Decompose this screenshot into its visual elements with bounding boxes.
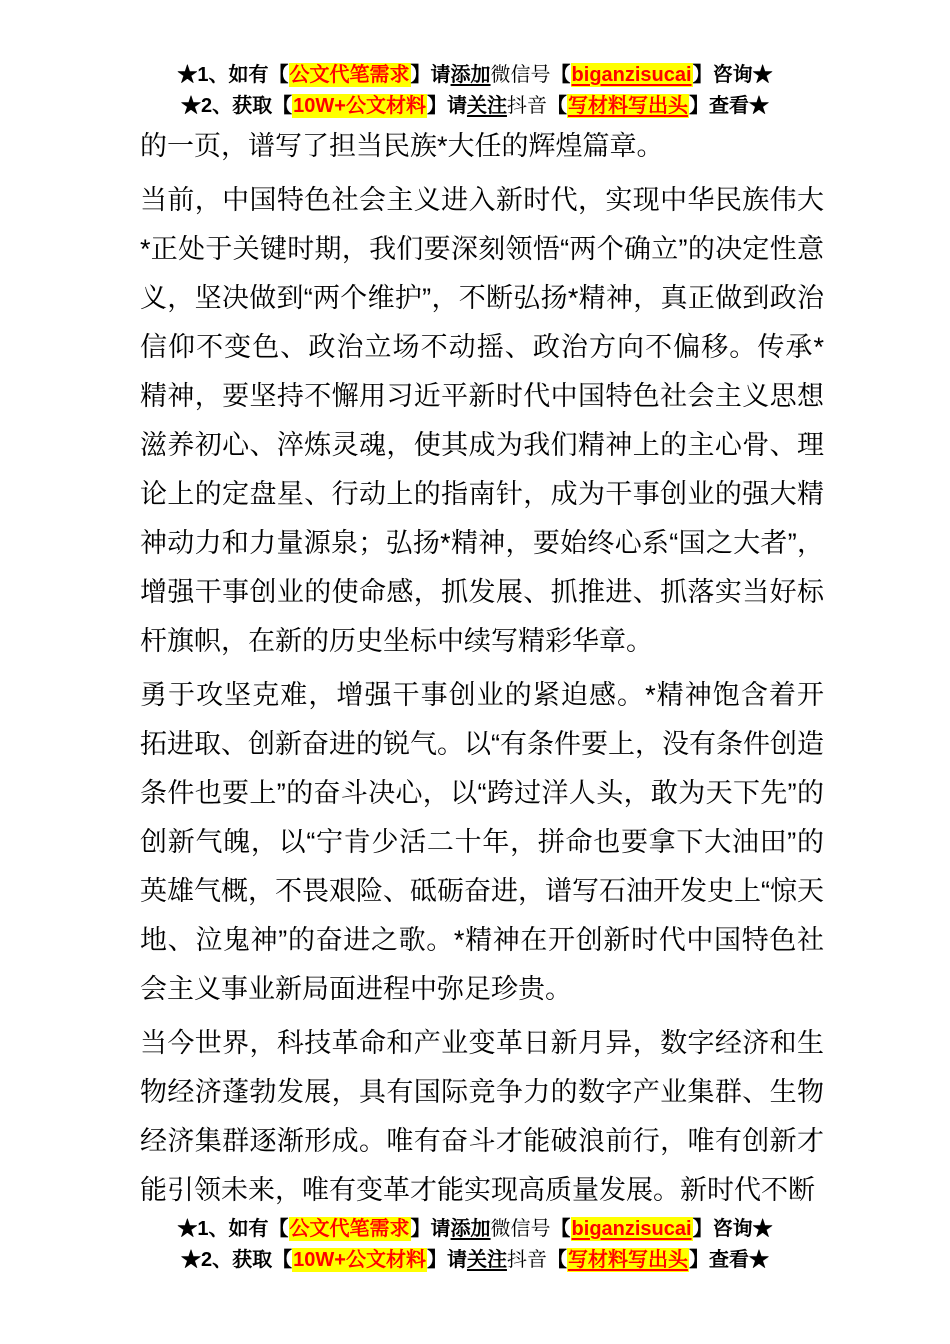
ad-douyin-id-highlight: 写材料写出头 — [567, 1249, 688, 1271]
footer-ad-line-1 — [0, 1214, 950, 1245]
ad-wechat-id-highlight: biganzisucai — [571, 64, 692, 86]
header-ad-line-1 — [0, 60, 950, 91]
ad-service-highlight: 10W+公文材料 — [293, 1249, 426, 1271]
body-paragraph-1: 的一页，谱写了担当民族*大任的辉煌篇章。 — [140, 131, 664, 161]
ad-channel: 微信号 — [490, 1218, 551, 1240]
ad-prefix: ★2、获取【 — [181, 95, 293, 117]
ad-service-highlight: 公文代笔需求 — [289, 64, 410, 86]
ad-suffix: 】咨询★ — [692, 1218, 773, 1240]
ad-suffix: 】查看★ — [688, 1249, 769, 1271]
ad-action-underlined: 添加 — [450, 64, 491, 86]
ad-suffix: 】查看★ — [688, 95, 769, 117]
header-ad-line-2 — [0, 91, 950, 122]
ad-channel: 抖音 — [506, 95, 547, 117]
ad-prefix: ★1、如有【 — [177, 64, 289, 86]
ad-bracket: 【 — [550, 1218, 571, 1240]
ad-channel: 抖音 — [506, 1249, 547, 1271]
footer-ad-line-2 — [0, 1245, 950, 1276]
document-body — [140, 122, 824, 1215]
ad-douyin-id-highlight: 写材料写出头 — [567, 95, 688, 117]
ad-prefix: ★2、获取【 — [181, 1249, 293, 1271]
ad-mid: 】请 — [426, 1249, 467, 1271]
footer-ad-banner — [0, 1214, 950, 1276]
ad-mid: 】请 — [410, 1218, 451, 1240]
ad-service-highlight: 10W+公文材料 — [293, 95, 426, 117]
body-paragraph-2: 当前，中国特色社会主义进入新时代，实现中华民族伟大*正处于关键时期，我们要深刻领悟“两个确立”的决定性意义，坚决做到“两个维护”，不断弘扬*精神，真正做到政治信仰不变色、政治立场不动摇、政治方向不偏移。传承*精神，要坚持不懈用习近平新时代中国特色社会主义思想滋养初心、淬炼灵魂，使其成为我们精神上的主心骨、理论上的定盘星、行动上的指南针，成为干事创业的强大精神动力和力量源泉；弘扬*精神，要始终心系“国之大者”，增强干事创业的使命感，抓发展、抓推进、抓落实当好标杆旗帜，在新的历史坐标中续写精彩华章。 — [140, 185, 824, 656]
ad-service-highlight: 公文代笔需求 — [289, 1218, 410, 1240]
ad-channel: 微信号 — [490, 64, 551, 86]
ad-suffix: 】咨询★ — [692, 64, 773, 86]
ad-wechat-id-highlight: biganzisucai — [571, 1218, 692, 1240]
ad-mid: 】请 — [426, 95, 467, 117]
ad-bracket: 【 — [546, 1249, 567, 1271]
ad-mid: 】请 — [410, 64, 451, 86]
ad-prefix: ★1、如有【 — [177, 1218, 289, 1240]
ad-action-underlined: 添加 — [450, 1218, 491, 1240]
body-paragraph-4: 当今世界，科技革命和产业变革日新月异，数字经济和生物经济蓬勃发展，具有国际竞争力的数字产业集群、生物经济集群逐渐形成。唯有奋斗才能破浪前行，唯有创新才能引领未来，唯有变革才能实现高质量发展。新时代不断 — [140, 1028, 824, 1205]
header-ad-banner — [0, 60, 950, 122]
ad-action-underlined: 关注 — [466, 1249, 507, 1271]
ad-bracket: 【 — [546, 95, 567, 117]
ad-bracket: 【 — [550, 64, 571, 86]
ad-action-underlined: 关注 — [466, 95, 507, 117]
body-paragraph-3: 勇于攻坚克难，增强干事创业的紧迫感。*精神饱含着开拓进取、创新奋进的锐气。以“有条件要上，没有条件创造条件也要上”的奋斗决心，以“跨过洋人头，敢为天下先”的创新气魄，以“宁肯少活二十年，拼命也要拿下大油田”的英雄气概，不畏艰险、砥砺奋进，谱写石油开发史上“惊天地、泣鬼神”的奋进之歌。*精神在开创新时代中国特色社会主义事业新局面进程中弥足珍贵。 — [140, 680, 824, 1004]
